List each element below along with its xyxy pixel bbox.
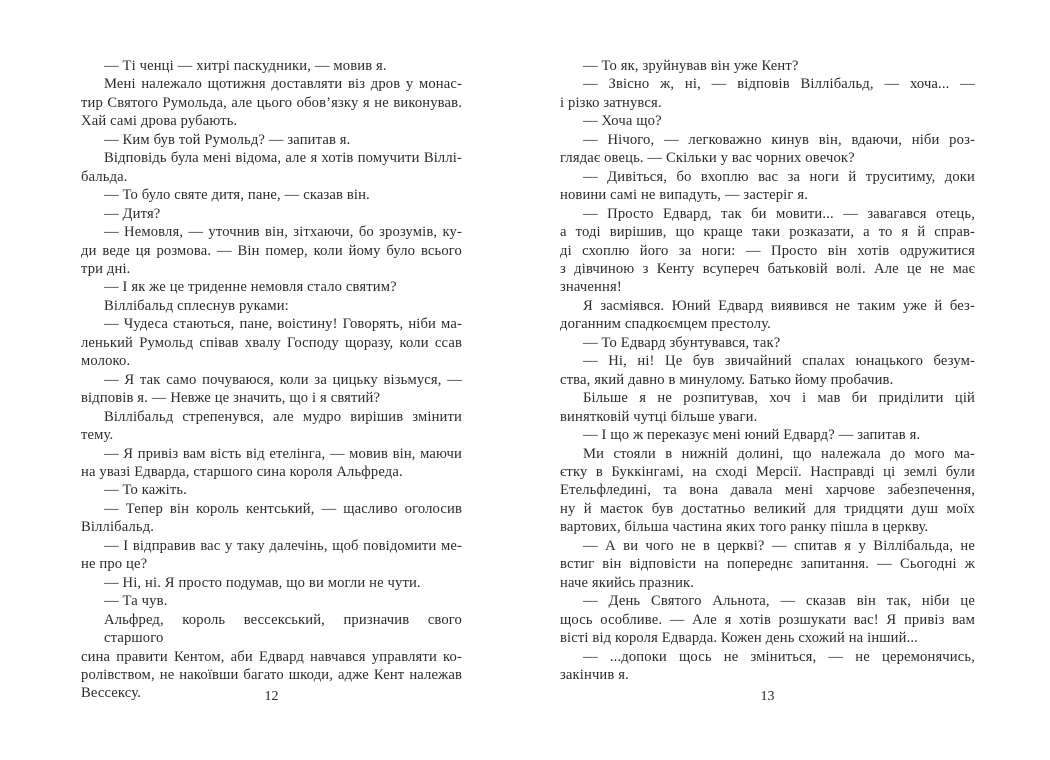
paragraph: [560, 112, 975, 130]
text-line: — То кажіть.: [104, 482, 187, 499]
text-line: — Дивіться, бо вхоплю вас за ноги й труситиму, доки: [583, 168, 975, 185]
text-line: Віллібальд стрепенувся, але мудро вирішив змінити: [104, 408, 462, 425]
text-line: ролівством, не накоївши багато шкоди, адже Кент належав: [81, 666, 462, 683]
paragraph: [81, 592, 462, 610]
text-line: — А ви чого не в церкві? — спитав я у Віллібальда, не: [583, 537, 975, 554]
text-line: — Ті ченці — хитрі паскудники, — мовив я.: [104, 58, 387, 74]
text-line: — Просто Едвард, так би мовити... — завагався отець,: [583, 205, 975, 222]
text-line: ди веде ця розмова. — Він помер, коли йому було всього: [81, 242, 462, 259]
text-line: Більше я не розпитував, хоч і мав би приділити цій: [583, 390, 975, 407]
paragraph: [560, 426, 975, 444]
text-line: на увазі Едварда, старшого сина короля Альфреда.: [81, 463, 403, 480]
page-left-text-column: [81, 57, 462, 703]
paragraph: [81, 57, 462, 75]
text-line: Етельфледині, та вона давала мені харчове забезпечення,: [560, 482, 975, 499]
paragraph: [81, 315, 462, 370]
text-line: щось особливе. — Але я хотів розшукати вас! Я привіз вам: [560, 611, 975, 628]
paragraph: [81, 278, 462, 296]
paragraph: [81, 297, 462, 315]
text-line: закінчив я.: [560, 666, 629, 683]
page-number-left: 12: [264, 689, 279, 704]
text-line: доганним спадкоємцем престолу.: [560, 316, 771, 333]
paragraph: [81, 131, 462, 149]
page-number-right: 13: [760, 689, 775, 704]
text-line: — Звісно ж, ні, — відповів Віллібальд, — хоча... —: [583, 76, 975, 93]
paragraph: [560, 352, 975, 389]
paragraph: [81, 205, 462, 223]
text-line: ства, який давно в минулому. Батько йому пробачив.: [560, 371, 894, 388]
text-line: Мені належало щотижня доставляти віз дров у монас-: [104, 76, 462, 93]
text-line: бальда.: [81, 168, 128, 185]
text-line: вартових, більша частина яких того ранку пішла в церкву.: [560, 519, 929, 536]
text-line: значення!: [560, 279, 622, 296]
text-line: Віллібальд.: [81, 519, 155, 536]
paragraph: [81, 445, 462, 482]
text-line: — Та чув.: [104, 593, 168, 610]
text-line: молоко.: [81, 353, 131, 370]
text-line: — То як, зруйнував він уже Кент?: [583, 58, 799, 74]
paragraph: [81, 500, 462, 537]
text-line: три дні.: [81, 260, 131, 277]
text-line: не про це?: [81, 556, 148, 573]
paragraph: [81, 537, 462, 574]
text-line: з дівчиною з Кенту всупереч батьковій волі. Але це не має: [560, 260, 975, 277]
page-right-text-column: [560, 57, 975, 684]
paragraph: [81, 371, 462, 408]
text-line: — То було святе дитя, пане, — сказав він.: [104, 187, 370, 204]
text-line: — Я так само почуваюся, коли за цицьку візьмуся, —: [104, 371, 462, 388]
text-line: — Ні, ні. Я просто подумав, що ви могли не чути.: [104, 574, 421, 591]
text-line: — Чудеса стаються, пане, воістину! Говорять, ніби ма-: [104, 316, 462, 333]
text-line: — Ким був той Румольд? — запитав я.: [104, 131, 351, 148]
text-line: — Я привіз вам вість від етелінга, — мовив він, маючи: [104, 445, 462, 462]
text-line: наче якийсь празник.: [560, 574, 695, 591]
paragraph: [81, 574, 462, 592]
text-line: вісті від короля Едварда. Кожен день схожий на інший...: [560, 630, 918, 647]
text-line: — Тепер він король кентський, — щасливо оголосив: [104, 500, 462, 517]
text-line: тир Святого Румольда, але цього обов’язку я не виконував.: [81, 94, 462, 111]
text-line: винятковій чутці більше уваги.: [560, 408, 758, 425]
paragraph: [560, 537, 975, 592]
text-line: Віллібальд сплеснув руками:: [104, 297, 289, 314]
text-line: відповів я. — Невже це значить, що і я святий?: [81, 390, 381, 407]
text-line: Я засміявся. Юний Едвард виявився не таким уже й без-: [583, 297, 975, 314]
text-line: — І що ж переказує мені юний Едвард? — запитав я.: [583, 427, 921, 444]
text-line: ді схоплю його за ноги: — Просто він хотів одружитися: [560, 242, 975, 259]
paragraph: [81, 75, 462, 130]
paragraph: [560, 168, 975, 205]
text-line: Ми стояли в нижній долині, що належала до мого ма-: [583, 445, 975, 462]
paragraph: [560, 592, 975, 647]
text-line: — І відправив вас у таку далечінь, щоб повідомити ме-: [104, 537, 462, 554]
text-line: ну й маєток був достатньо великий для тридцяти душ моїх: [560, 500, 975, 517]
paragraph: [81, 223, 462, 278]
text-line: — То Едвард збунтувався, так?: [583, 334, 781, 351]
paragraph: [560, 131, 975, 168]
text-line: і різко затнувся.: [560, 94, 662, 111]
text-line: — День Святого Альнота, — сказав він так, ніби це: [583, 593, 975, 610]
text-line: — І як же це триденне немовля стало святим?: [104, 279, 397, 296]
text-line: — Немовля, — уточнив він, зітхаючи, бо зрозумів, ку-: [104, 224, 462, 241]
paragraph: [81, 149, 462, 186]
paragraph: [81, 186, 462, 204]
text-line: Хай самі дрова рубають.: [81, 113, 238, 130]
text-line: — Дитя?: [104, 205, 161, 222]
text-line: — ...допоки щось не зміниться, — не церемонячись,: [583, 648, 975, 665]
text-line: — Ні, ні! Це був звичайний спалах юнацького безум-: [583, 353, 975, 370]
text-line: — Хоча що?: [583, 113, 662, 130]
paragraph: [560, 648, 975, 685]
text-line: ленький Румольд співав хвалу Господу щоразу, коли ссав: [81, 334, 462, 351]
text-line: глядає овець. — Скільки у вас чорних овечок?: [560, 150, 855, 167]
text-line: Альфред, король вессекський, призначив свого старшого: [104, 611, 462, 647]
text-line: встиг він відповісти на попереднє запитання. — Сьогодні ж: [560, 556, 975, 573]
paragraph: [81, 481, 462, 499]
paragraph: [560, 445, 975, 537]
paragraph: [560, 334, 975, 352]
text-line: новини самі не випадуть, — застеріг я.: [560, 187, 808, 204]
text-line: єтку в Буккінгамі, на сході Мерсії. Насправді ці землі були: [560, 463, 975, 480]
paragraph: [81, 408, 462, 445]
text-line: а тоді вирішив, що краще таки розказати, а то я й справ-: [560, 224, 975, 241]
paragraph: [560, 205, 975, 297]
paragraph: [560, 297, 975, 334]
text-line: сина правити Кентом, аби Едвард навчався управляти ко-: [81, 648, 462, 665]
text-line: — Нічого, — легковажно кинув він, вдаючи, ніби роз-: [583, 131, 975, 148]
paragraph: [560, 75, 975, 112]
paragraph: [560, 57, 975, 75]
text-line: Відповідь була мені відома, але я хотів помучити Віллі-: [104, 150, 462, 167]
text-line: Вессексу.: [81, 685, 142, 702]
text-line: тему.: [81, 427, 114, 444]
paragraph: [560, 389, 975, 426]
